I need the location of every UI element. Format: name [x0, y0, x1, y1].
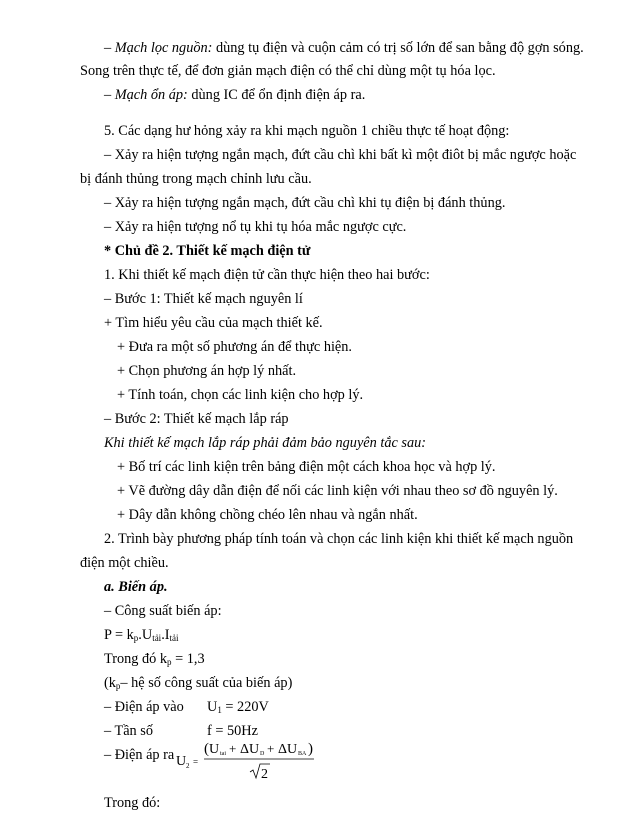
formula-equals: =: [193, 757, 199, 767]
dash: –: [104, 40, 115, 56]
formula-u2-sub: 2: [186, 762, 190, 770]
frequency-line: – Tần số: [104, 723, 153, 739]
input-voltage-line: – Điện áp vào: [104, 699, 184, 715]
formula-plus: +: [229, 741, 237, 756]
paragraph-line: Song trên thực tế, để đơn giản mạch điện có thể chỉ dùng một tụ hóa lọc.: [80, 63, 496, 79]
bullet-line: + Đưa ra một số phương án để thực hiện.: [117, 339, 353, 355]
subsection-heading: a. Biến áp.: [104, 579, 168, 595]
italic-principle-line: Khi thiết kế mạch lắp ráp phải đảm bảo nguyên tắc sau:: [104, 435, 427, 451]
formula-delta-uba: ΔU: [278, 742, 298, 757]
bullet-line: + Vẽ đường dây dẫn điện để nối các linh kiện với nhau theo sơ đồ nguyên lý.: [117, 483, 558, 499]
formula-plus: +: [267, 741, 275, 756]
formula-ud-sub: D: [260, 751, 265, 757]
paragraph-line: 2. Trình bày phương pháp tính toán và chọn các linh kiện khi thiết kế mạch nguồn: [104, 531, 574, 547]
paragraph-line: – Xảy ra hiện tượng nổ tụ khi tụ hóa mắc ngược cực.: [104, 219, 407, 235]
kp-note-line: ($k_p-$ hệ số công suất của biến áp): [104, 675, 293, 691]
section-heading-5: 5. Các dạng hư hỏng xảy ra khi mạch nguồn 1 chiều thực tế hoạt động:: [104, 123, 510, 139]
formula-u2: U: [176, 754, 187, 769]
output-voltage-line: – Điện áp ra: [104, 747, 175, 763]
dash: –: [104, 87, 115, 103]
line-text: dùng IC để ổn định điện áp ra.: [187, 87, 366, 103]
line-mach-loc-nguon: [104, 39, 584, 58]
kp-value-line: Trong đó $k_p = 1,3$: [104, 651, 205, 667]
output-voltage-formula: [174, 738, 324, 782]
paragraph-line: – Công suất biến áp:: [104, 603, 222, 619]
formula-uba-sub: BA: [298, 751, 307, 757]
step-2-line: – Bước 2: Thiết kế mạch lắp ráp: [104, 411, 289, 427]
line-text: dùng tụ điện và cuộn cảm có trị số lớn để san bằng độ gợn sóng.: [212, 40, 584, 56]
line-mach-on-ap: [104, 86, 365, 105]
paragraph-line: bị đánh thủng trong mạch chỉnh lưu cầu.: [80, 171, 312, 187]
formula-utai: U: [209, 742, 220, 757]
formula-utai-sub: tai: [220, 751, 226, 757]
bullet-line: + Tìm hiểu yêu cầu của mạch thiết kế.: [104, 315, 323, 331]
formula-delta-ud: ΔU: [240, 742, 260, 757]
trong-do-line: Trong đó:: [104, 795, 161, 811]
paragraph-line: – Xảy ra hiện tượng ngắn mạch, đứt cầu chì khi tụ điện bị đánh thủng.: [104, 195, 506, 211]
paragraph-line: – Xảy ra hiện tượng ngắn mạch, đứt cầu chì khi bất kì một điôt bị mắc ngược hoặc: [104, 147, 577, 163]
italic-term: Mạch ổn áp:: [114, 87, 188, 103]
power-formula: $P = k_p.U_{tải}.I_{tải}$: [104, 627, 179, 643]
frequency-value: f = 50Hz: [207, 723, 258, 739]
formula-denominator: 2: [261, 767, 268, 782]
formula-paren-open: (: [204, 741, 209, 757]
topic-heading: * Chủ đề 2. Thiết kế mạch điện tử: [104, 243, 311, 259]
bullet-line: + Dây dẫn không chồng chéo lên nhau và ngắn nhất.: [117, 507, 418, 523]
step-1-line: – Bước 1: Thiết kế mạch nguyên lí: [104, 291, 303, 307]
italic-term: Mạch lọc nguồn:: [114, 40, 213, 56]
bullet-line: + Chọn phương án hợp lý nhất.: [117, 363, 297, 379]
paragraph-line: điện một chiều.: [80, 555, 169, 571]
input-voltage-value: $U_1 = 220V$: [207, 699, 269, 715]
bullet-line: + Bố trí các linh kiện trên bảng điện một cách khoa học và hợp lý.: [117, 459, 496, 475]
bullet-line: + Tính toán, chọn các linh kiện cho hợp lý.: [117, 387, 364, 403]
paragraph-line: 1. Khi thiết kế mạch điện tử cần thực hiện theo hai bước:: [104, 267, 430, 283]
formula-paren-close: ): [308, 741, 313, 757]
